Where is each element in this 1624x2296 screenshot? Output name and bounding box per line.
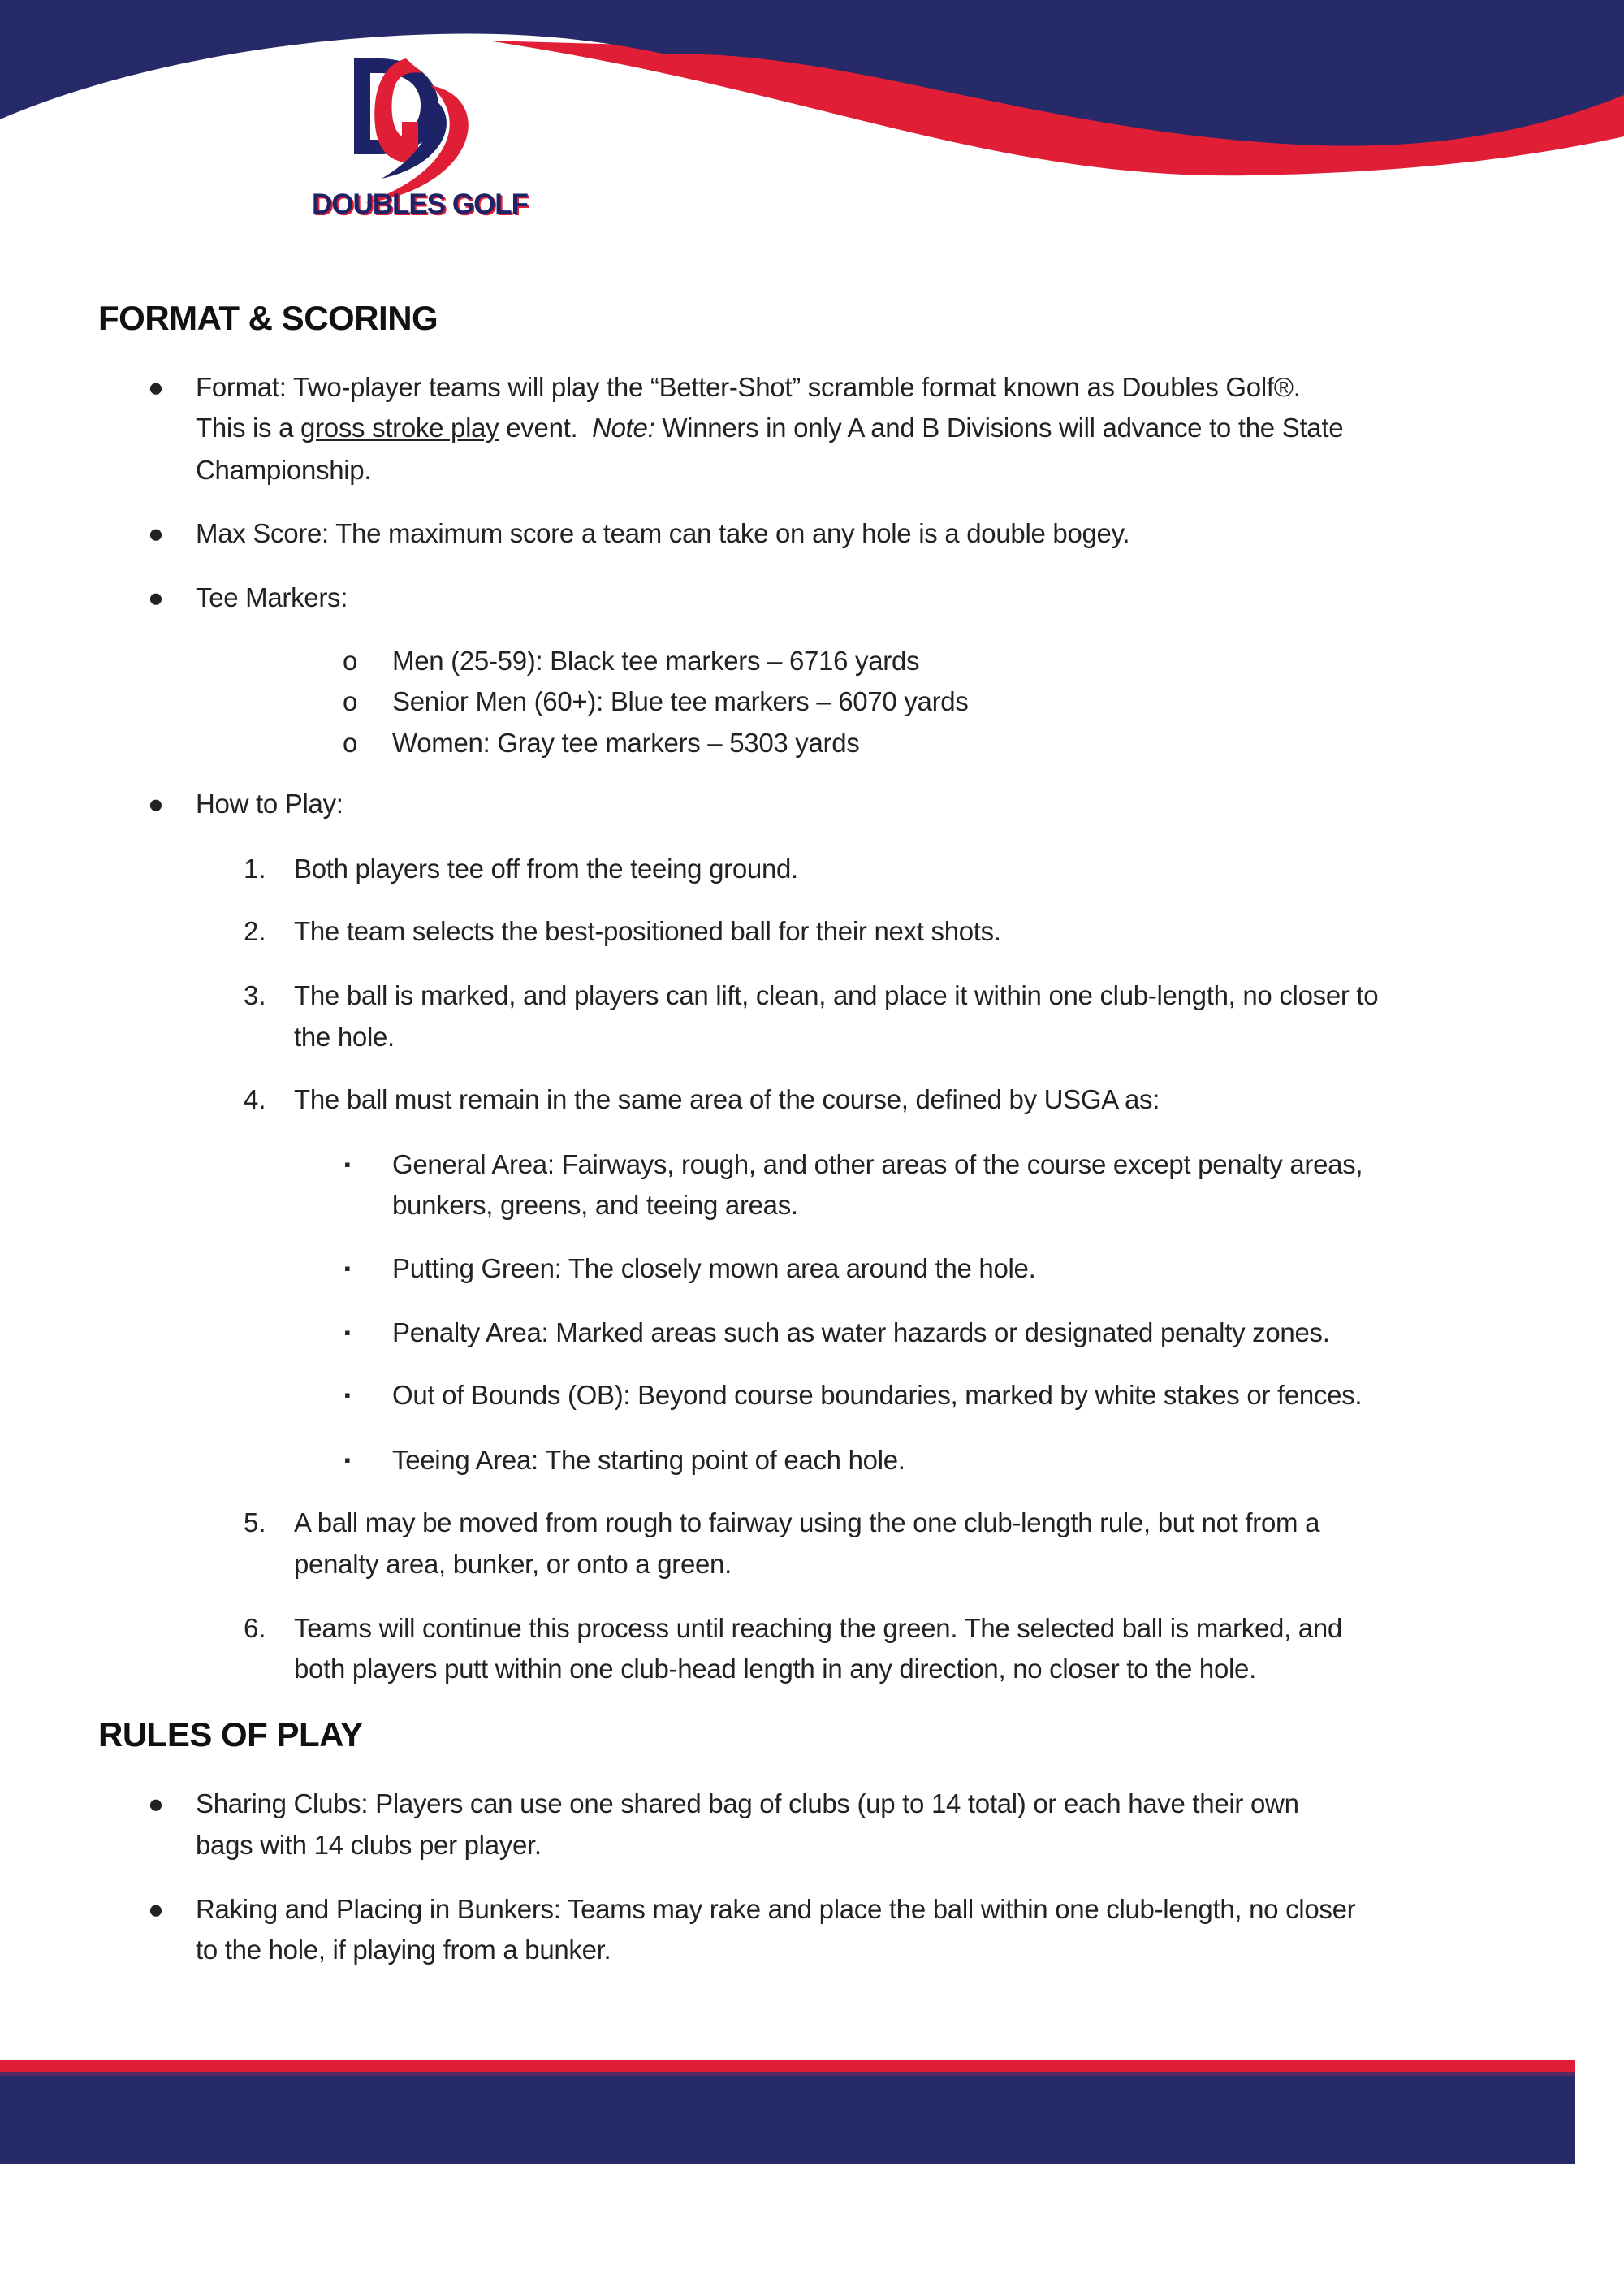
- footer-red-stripe: [0, 2060, 1575, 2072]
- note-label: Note:: [592, 413, 655, 443]
- format-line-3: Championship.: [196, 455, 372, 485]
- rule-item: Sharing Clubs: Players can use one shared bag of clubs (up to 14 total) or each have their own: [196, 1788, 1299, 1818]
- step-line: Teams will continue this process until reaching the green. The selected ball is marked, and: [294, 1613, 1342, 1643]
- bullet-icon: ●: [148, 1788, 164, 1818]
- format-line-2: [196, 407, 1343, 448]
- format-line-1: Format: Two-player teams will play the “Better-Shot” scramble format known as Doubles Golf®.: [196, 372, 1301, 402]
- bullet-icon: ●: [148, 582, 164, 612]
- text: Winners in only A and B Divisions will advance to the State: [654, 413, 1344, 443]
- tee-marker-item: Senior Men (60+): Blue tee markers – 6070 yards: [392, 686, 969, 716]
- square-bullet-icon: ▪: [344, 1450, 351, 1470]
- tee-marker-item: Women: Gray tee markers – 5303 yards: [392, 728, 860, 758]
- square-bullet-icon: ▪: [344, 1258, 351, 1278]
- footer-navy-band: [0, 2072, 1575, 2164]
- area-item: Out of Bounds (OB): Beyond course boundaries, marked by white stakes or fences.: [392, 1380, 1363, 1410]
- step-number: 5.: [244, 1507, 266, 1537]
- bullet-icon: ●: [148, 518, 164, 548]
- bullet-icon: ●: [148, 789, 164, 819]
- step-line: both players putt within one club-head length in any direction, no closer to the hole.: [294, 1654, 1256, 1684]
- text: event.: [499, 413, 593, 443]
- area-item: Penalty Area: Marked areas such as water hazards or designated penalty zones.: [392, 1317, 1330, 1347]
- step-number: 2.: [244, 916, 266, 946]
- tee-marker-item: Men (25-59): Black tee markers – 6716 yards: [392, 646, 920, 676]
- how-to-play-label: How to Play:: [196, 789, 343, 819]
- gross-stroke-play-term: gross stroke play: [300, 413, 499, 443]
- step-number: 3.: [244, 980, 266, 1010]
- square-bullet-icon: ▪: [344, 1385, 351, 1405]
- area-item: bunkers, greens, and teeing areas.: [392, 1190, 798, 1220]
- step-line: penalty area, bunker, or onto a green.: [294, 1549, 732, 1579]
- step-number: 4.: [244, 1084, 266, 1114]
- square-bullet-icon: ▪: [344, 1154, 351, 1174]
- step-line: The ball is marked, and players can lift, clean, and place it within one club-length, no closer to: [294, 980, 1379, 1010]
- step-number: 1.: [244, 854, 266, 884]
- rule-item: bags with 14 clubs per player.: [196, 1830, 542, 1860]
- area-item: Teeing Area: The starting point of each hole.: [392, 1445, 905, 1475]
- header-wave-banner: [0, 0, 1624, 195]
- section-heading-format-scoring: FORMAT & SCORING: [98, 299, 438, 337]
- circle-bullet-icon: o: [343, 646, 358, 676]
- step-line: A ball may be moved from rough to fairway using the one club-length rule, but not from a: [294, 1507, 1320, 1537]
- bullet-icon: ●: [148, 372, 164, 402]
- square-bullet-icon: ▪: [344, 1322, 351, 1343]
- area-item: Putting Green: The closely mown area around the hole.: [392, 1253, 1036, 1283]
- rule-item: Raking and Placing in Bunkers: Teams may rake and place the ball within one club-length, no closer: [196, 1894, 1356, 1924]
- rule-item: to the hole, if playing from a bunker.: [196, 1935, 611, 1965]
- step-line: Both players tee off from the teeing ground.: [294, 854, 798, 884]
- section-heading-rules-of-play: RULES OF PLAY: [98, 1715, 363, 1753]
- step-number: 6.: [244, 1613, 266, 1643]
- circle-bullet-icon: o: [343, 686, 358, 716]
- step-line: The team selects the best-positioned ball for their next shots.: [294, 916, 1001, 946]
- step-line: the hole.: [294, 1022, 395, 1052]
- tee-markers-label: Tee Markers:: [196, 582, 348, 612]
- max-score-item: Max Score: The maximum score a team can take on any hole is a double bogey.: [196, 518, 1130, 548]
- logo-wordmark: DOUBLES GOLF: [312, 188, 529, 220]
- bullet-icon: ●: [148, 1894, 164, 1924]
- text: This is a: [196, 413, 301, 443]
- circle-bullet-icon: o: [343, 728, 358, 758]
- area-item: General Area: Fairways, rough, and other areas of the course except penalty areas,: [392, 1149, 1363, 1179]
- step-line: The ball must remain in the same area of the course, defined by USGA as:: [294, 1084, 1160, 1114]
